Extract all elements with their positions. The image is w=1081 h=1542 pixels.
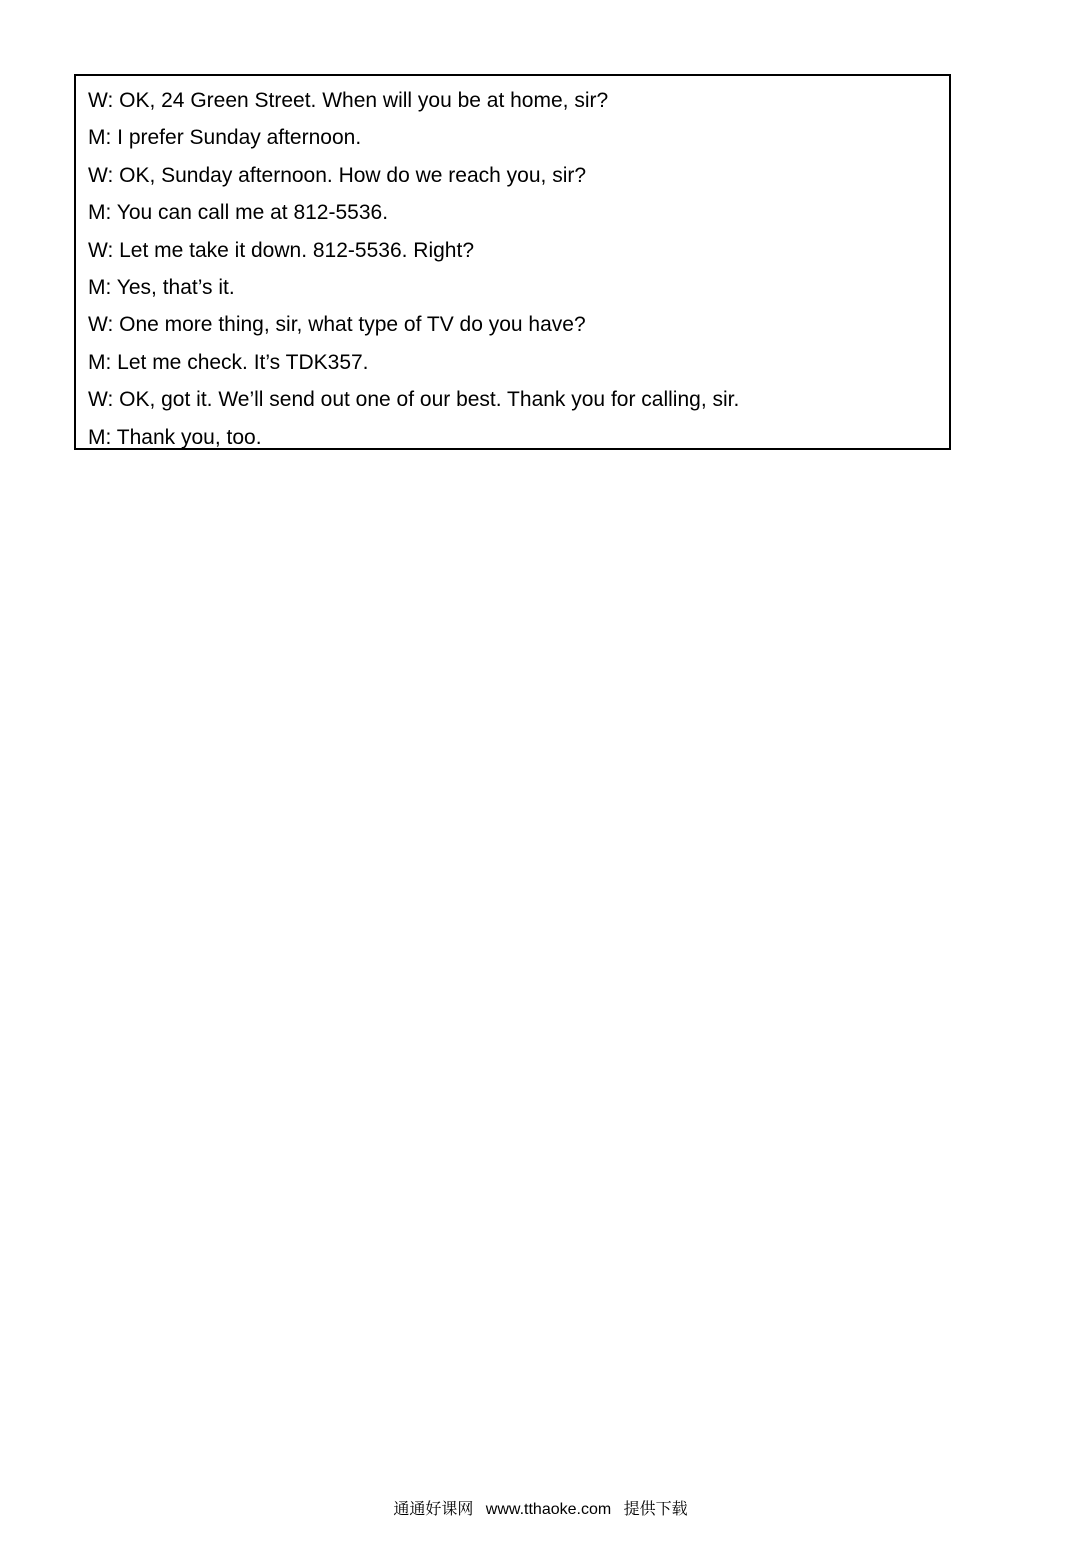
footer-note: 提供下载 xyxy=(623,1501,688,1518)
page-footer xyxy=(0,1496,1081,1519)
dialogue-line: W: One more thing, sir, what type of TV do you have? xyxy=(88,313,586,337)
footer-site-name: 通通好课网 xyxy=(393,1501,474,1518)
dialogue-line: M: You can call me at 812-5536. xyxy=(88,201,389,225)
dialogue-line: M: I prefer Sunday afternoon. xyxy=(88,126,362,150)
dialogue-line: W: OK, got it. We’ll send out one of our best. Thank you for calling, sir. xyxy=(88,388,740,412)
footer-url: www.tthaoke.com xyxy=(485,1501,612,1518)
dialogue-line: W: OK, Sunday afternoon. How do we reach you, sir? xyxy=(88,163,587,187)
dialogue-line: M: Yes, that’s it. xyxy=(88,275,235,299)
dialogue-line: M: Let me check. It’s TDK357. xyxy=(88,350,369,374)
dialogue-line: W: Let me take it down. 812-5536. Right? xyxy=(88,238,474,262)
dialogue-box xyxy=(74,74,951,450)
dialogue-line: W: OK, 24 Green Street. When will you be at home, sir? xyxy=(88,89,609,112)
dialogue-line: M: Thank you, too. xyxy=(88,425,262,449)
